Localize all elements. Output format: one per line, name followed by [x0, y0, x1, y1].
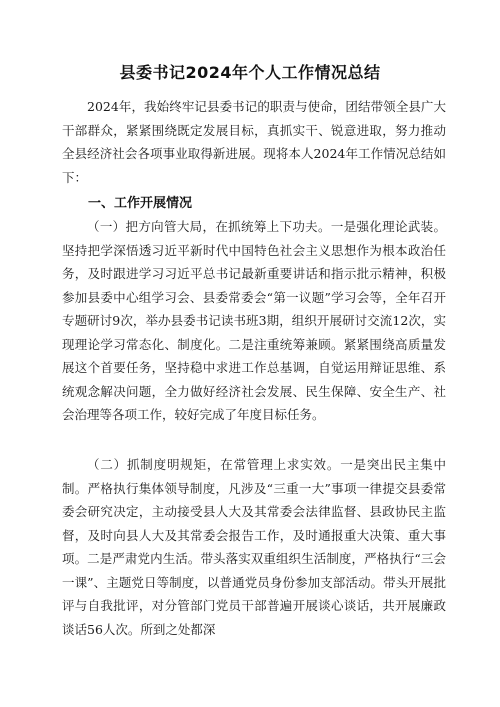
document-title: 县委书记2024年个人工作情况总结 [119, 63, 381, 82]
intro-paragraph: 2024年，我始终牢记县委书记的职责与使命，团结带领全县广大干部群众，紧紧围绕既定发展目标，真抓实干、锐意进取，努力推动全县经济社会各项事业取得新进展。现将本人2024年工作情况总结如下： [62, 99, 446, 185]
paragraph-2: （二）抓制度明规矩，在常管理上求实效。一是突出民主集中制。严格执行集体领导制度，凡涉及“三重一大”事项一律提交县委常委会研究决定，主动接受县人大及其常委会法律监督、县政协民主监督，及时向县人大及其常委会报告工作，及时通报重大决策、重大事项。二是严肃党内生活。带头落实双重组织生活制度，严格执行“三会一课”、主题党日等制度，以普通党员身份参加支部活动。带头开展批评与自我批评，对分管部门党员干部普遍开展谈心谈话，共开展廉政谈话56人次。所到之处都深 [62, 457, 446, 637]
section-1-block [62, 215, 446, 427]
paragraph-1: （一）把方向管大局，在抓统筹上下功夫。一是强化理论武装。坚持把学深悟透习近平新时代中国特色社会主义思想作为根本政治任务，及时跟进学习习近平总书记最新重要讲话和指示批示精神，积极参加县委中心组学习会、县委常委会“第一议题”学习会等，全年召开专题研讨9次，举办县委书记读书班3期，组织开展研讨交流12次，实现理论学习常态化、制度化。二是注重统筹兼顾。紧紧围绕高质量发展这个首要任务，坚持稳中求进工作总基调，自觉运用辩证思维、系统观念解决问题，全力做好经济社会发展、民生保障、安全生产、社会治理等各项工作，较好完成了年度目标任务。 [62, 219, 446, 422]
intro-block [62, 95, 446, 189]
section-2-block [62, 453, 446, 641]
section-heading: 一、工作开展情况 [88, 196, 193, 211]
